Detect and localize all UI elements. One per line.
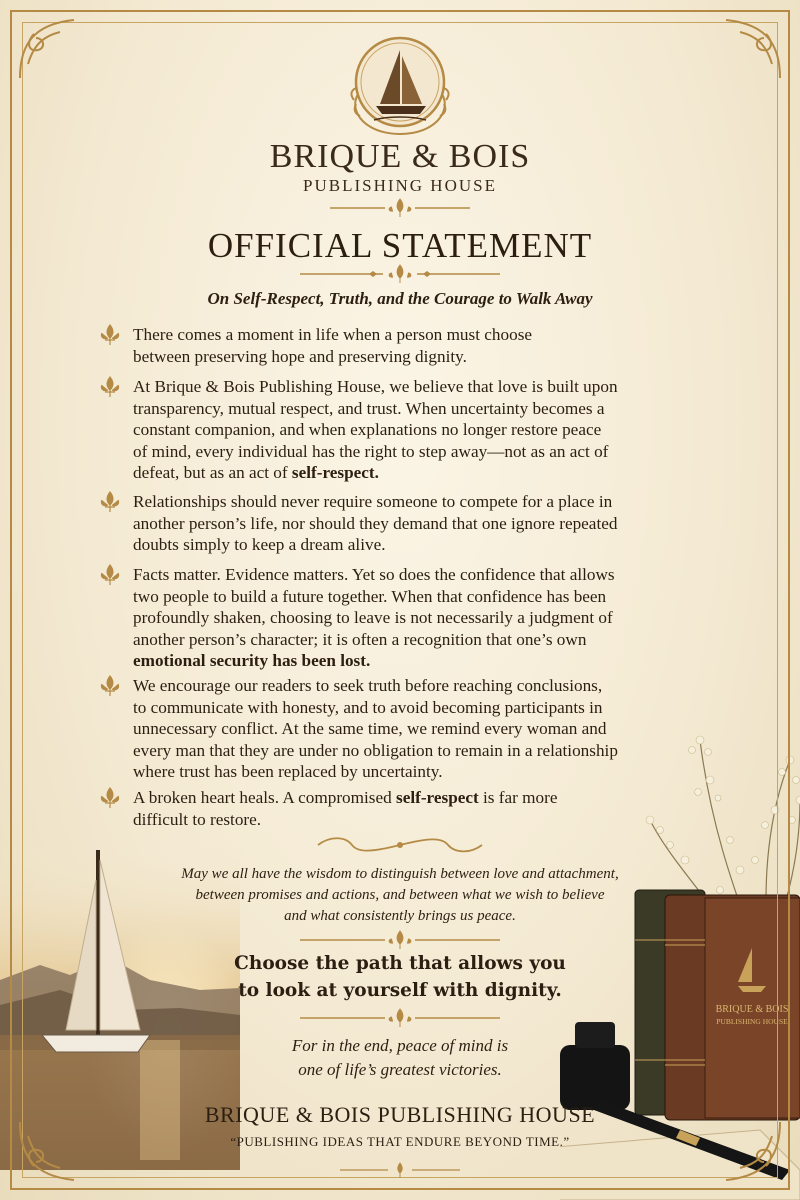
call-to-action [0,950,800,1004]
paragraph-line: We encourage our readers to seek truth before reaching conclusions, [133,676,603,695]
book-front-title: BRIQUE & BOIS [715,1004,789,1015]
brand-name: BRIQUE & BOIS [269,138,531,175]
divider-flourish [0,264,800,284]
statement-subtitle: On Self-Respect, Truth, and the Courage to Walk Away [207,289,593,308]
fleur-de-lis-icon [100,376,120,398]
paragraph-line: There comes a moment in life when a person must choose [133,325,533,344]
book-front-subtitle: PUBLISHING HOUSE [716,1017,788,1026]
final-line: For in the end, peace of mind is [291,1036,509,1055]
paragraph-line: At Brique & Bois Publishing House, we believe that love is built upon [133,377,618,396]
cta-line: Choose the path that allows you [234,953,566,974]
paragraph-line: Facts matter. Evidence matters. Yet so does the confidence that allows [133,565,615,584]
paragraph-line: between preserving hope and preserving dignity. [133,346,467,366]
paragraph-line: another person’s character; it is often a recognition that one’s own [133,629,587,649]
paragraph-line: every man that they are under no obligation to remain in a relationship [133,740,618,760]
paragraph-3 [133,491,708,556]
fleur-de-lis-icon [100,787,120,809]
paragraph-6 [133,787,708,830]
wisdom-line: between promises and actions, and between what we wish to believe [195,887,605,903]
paragraph-line [133,787,708,809]
cta-line: to look at yourself with dignity. [238,980,562,1001]
paragraph-line: doubts simply to keep a dream alive. [133,535,386,554]
footer-tagline: “PUBLISHING IDEAS THAT ENDURE BEYOND TIME.” [230,1134,570,1149]
paragraph-text: A broken heart heals. A compromised [133,788,397,807]
corner-ornament [716,14,786,84]
final-line: one of life’s greatest victories. [298,1060,502,1079]
paragraph-line: unnecessary conflict. At the same time, we remind every woman and [133,719,607,738]
paragraph-line: of mind, every individual has the right to step away—not as an act of [133,441,609,461]
wisdom-line: May we all have the wisdom to distinguish between love and attachment, [181,866,619,882]
fleur-de-lis-icon [100,491,120,513]
wisdom-text [0,864,800,927]
scroll-ornament [0,834,800,856]
paragraph-text: is far more [478,788,558,807]
wisdom-line: and what consistently brings us peace. [284,908,516,924]
brand-subtitle: PUBLISHING HOUSE [303,176,497,195]
final-message [0,1034,800,1082]
paragraph-line [133,650,708,672]
fleur-de-lis-icon [100,324,120,346]
emphasis-text: self-respect [396,788,479,807]
paragraph-line [133,462,708,484]
divider-flourish [0,930,800,950]
footer-publisher-name: BRIQUE & BOIS PUBLISHING HOUSE [204,1102,596,1127]
paragraph-5 [133,675,708,783]
fleur-de-lis-icon [100,564,120,586]
paragraph-line: profoundly shaken, choosing to leave is not necessarily a judgment of [133,608,613,627]
paragraph-line: where trust has been replaced by uncertainty. [133,762,443,781]
paragraph-line: difficult to restore. [133,809,262,829]
emphasis-text: emotional security has been lost. [133,651,371,670]
fleur-de-lis-icon [100,675,120,697]
corner-ornament [14,14,84,84]
divider-flourish [0,198,800,218]
divider-flourish [0,1160,800,1180]
emphasis-text: self-respect. [291,463,379,482]
paragraph-2 [133,376,708,484]
paragraph-line: transparency, mutual respect, and trust. When uncertainty becomes a [133,398,605,418]
paragraph-1 [133,324,708,367]
paragraph-line: to communicate with honesty, and to avoid becoming participants in [133,697,603,717]
divider-flourish [0,1008,800,1028]
paragraph-line: Relationships should never require someone to compete for a place in [133,492,613,511]
paragraph-text: defeat, but as an act of [133,463,292,482]
sailboat-icon [340,30,460,140]
statement-title: OFFICIAL STATEMENT [207,226,593,265]
paragraph-line: constant companion, and when explanations no longer restore peace [133,420,602,439]
paragraph-line: another person’s life, nor should they demand that one ignore repeated [133,513,618,533]
paragraph-4 [133,564,708,672]
paragraph-line: two people to build a future together. When that confidence has been [133,586,607,606]
